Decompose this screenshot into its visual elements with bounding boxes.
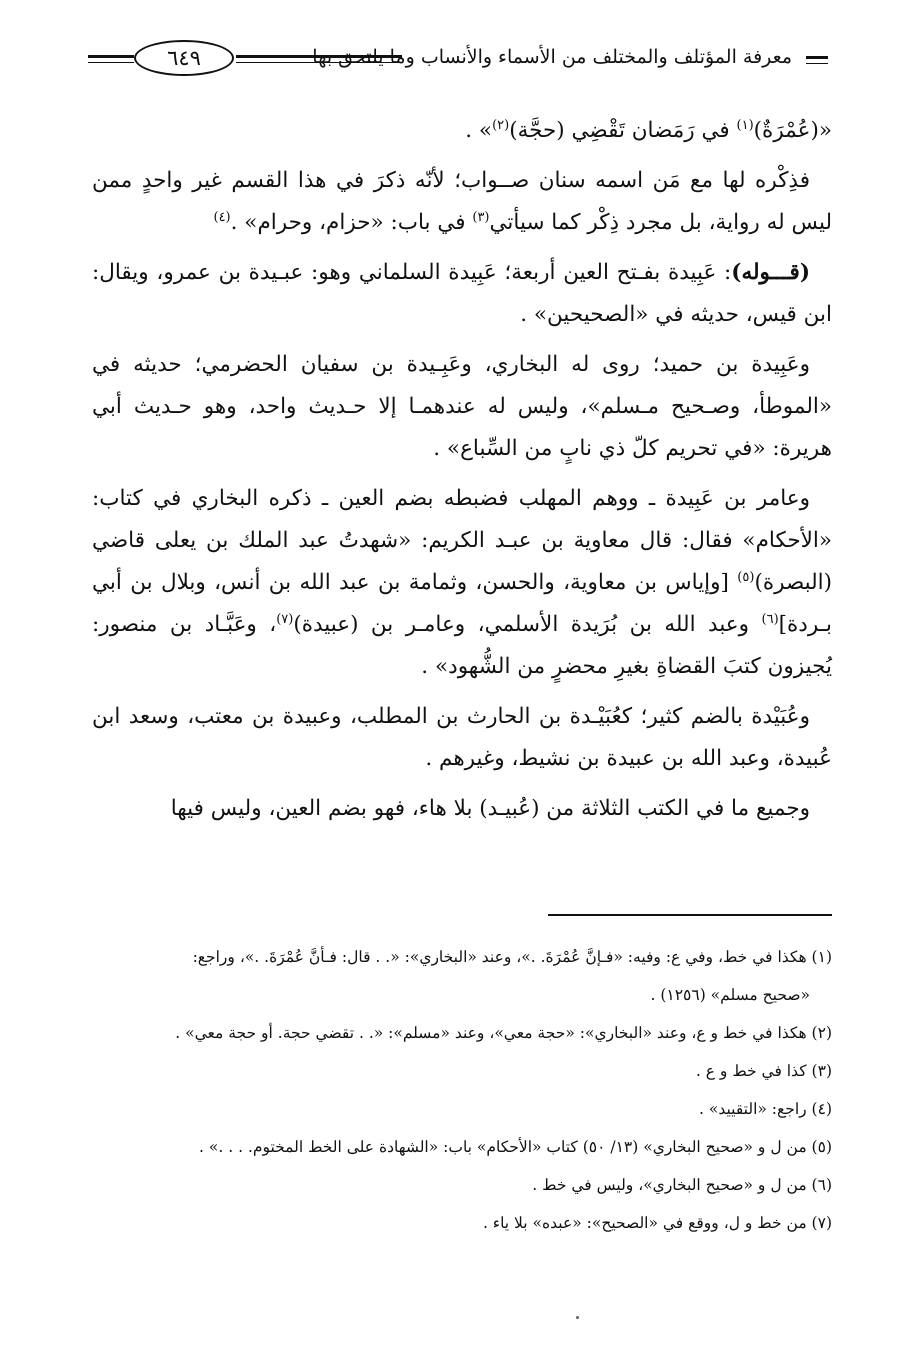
text-run: » . <box>465 118 493 143</box>
footnote-ref: (٦) <box>761 611 779 627</box>
text-run: وعُبَيْدة بالضم كثير؛ كعُبَيْـدة بن الحارث بن المطلب، وعبيدة بن معتب، وسعد ابن عُبيدة، وعبد الله بن عبيدة بن نشيط، وغيرهم . <box>92 704 832 771</box>
paragraph-5 <box>92 478 832 688</box>
text-run: [وإياس بن معاوية، والحسن، وثمامة بن عبد الله بن أنس، وبلال بن أبي بـردة] <box>92 570 833 637</box>
text-run: فذِكْره لها مع مَن اسمه سنان صــواب؛ لأنّه ذكرَ في هذا القسم غير واحدٍ ممن ليس له رواية، بل مجرد ذِكْر كما سيأتي <box>92 168 832 235</box>
footnote-ref: (١) <box>736 117 754 133</box>
footnote-ref: (٣) <box>472 209 490 225</box>
text-run: وجميع ما في الكتب الثلاثة من (عُبيـد) بلا هاء، فهو بضم العين، وليس فيها <box>170 796 810 821</box>
main-text <box>92 110 832 838</box>
text-run: «(عُمْرَةٌ) <box>753 118 832 143</box>
paragraph-4 <box>92 344 832 470</box>
footnote-3: (٣) كذا في خط و ع . <box>695 1062 832 1080</box>
paragraph-1 <box>92 110 832 152</box>
text-run: وعبد الله بن بُرَيدة الأسلمي، وعامـر بن (عبيدة) <box>293 612 762 637</box>
bold-heading: (قـــوله) <box>731 260 810 285</box>
footnote-ref: (٢) <box>492 117 510 133</box>
running-header <box>88 40 828 84</box>
paragraph-3 <box>92 252 832 336</box>
text-run: وعَبِيدة بن حميد؛ روى له البخاري، وعَبِـيدة بن سفيان الحضرمي؛ حديثه في «الموطأ، وصـحيح مـسلم»، وليس له عندهمـا إلا حـديث واحد، وهو حـديث أبي هريرة: «في تحريم كلّ ذي نابٍ من السِّباع» . <box>92 352 832 461</box>
footnote-ref: (٧) <box>276 611 294 627</box>
footnote-5: (٥) من ل و «صحيح البخاري» (١٣/ ٥٠) كتاب «الأحكام» باب: «الشهادة على الخط المختوم. . . .» . <box>199 1138 832 1156</box>
footnotes <box>92 938 832 1242</box>
footnote-1-continuation: «صحيح مسلم» (١٢٥٦) . <box>650 986 810 1004</box>
text-run: : عَبِيدة بفـتح العين أربعة؛ عَبِيدة السلماني وهو: عبـيدة بن عمرو، ويقال: ابن قيس، حديثه في «الصحيحين» . <box>92 260 832 327</box>
header-rule-right <box>806 56 828 59</box>
footnote-separator <box>548 914 832 916</box>
text-run: ، وعَبَّـاد بن منصور: يُجيزون كتبَ القضاةِ بغيرِ محضرٍ من الشُّهود» . <box>92 612 832 679</box>
paragraph-6 <box>92 696 832 780</box>
footnote-7: (٧) من خط و ل، ووقع في «الصحيح»: «عبده» بلا ياء . <box>482 1214 832 1232</box>
text-run: في باب: «حزام، وحرام» . <box>230 210 473 235</box>
text-run: في رَمَضان تَقْضِي (حجَّة) <box>509 118 737 143</box>
footnote-4: (٤) راجع: «التقييد» . <box>699 1100 832 1118</box>
footnote-ref: (٥) <box>737 569 755 585</box>
print-speck <box>576 1316 579 1319</box>
footnote-ref: (٤) <box>213 209 231 225</box>
paragraph-7 <box>92 788 832 830</box>
running-title: معرفة المؤتلف والمختلف من الأسماء والأنساب وما يلتحق بها <box>312 46 792 68</box>
paragraph-2 <box>92 160 832 244</box>
text-run: وعامر بن عَبِيدة ـ ووهم المهلب فضبطه بضم العين ـ ذكره البخاري في كتاب: «الأحكام» فقال: قال معاوية بن عبـد الكريم: «شهدتُ عبد الملك بن يعلى قاضي (البصرة) <box>92 486 832 595</box>
footnote-2: (٢) هكذا في خط و ع، وعند «البخاري»: «حجة معي»، وعند «مسلم»: «. . تقضي حجة. أو حجة معي» . <box>175 1024 832 1042</box>
footnote-6: (٦) من ل و «صحيح البخاري»، وليس في خط . <box>532 1176 832 1194</box>
header-rule-middle <box>236 55 402 58</box>
footnote-1: (١) هكذا في خط، وفي ع: وفيه: «فـإنَّ عُمْرَةَ. .»، وعند «البخاري»: «. . قال: فـأنَّ عُمْرَةَ. .»، وراجع: <box>192 948 832 966</box>
header-rule-left <box>88 55 134 58</box>
page-number: ٦٤٩ <box>134 40 234 76</box>
